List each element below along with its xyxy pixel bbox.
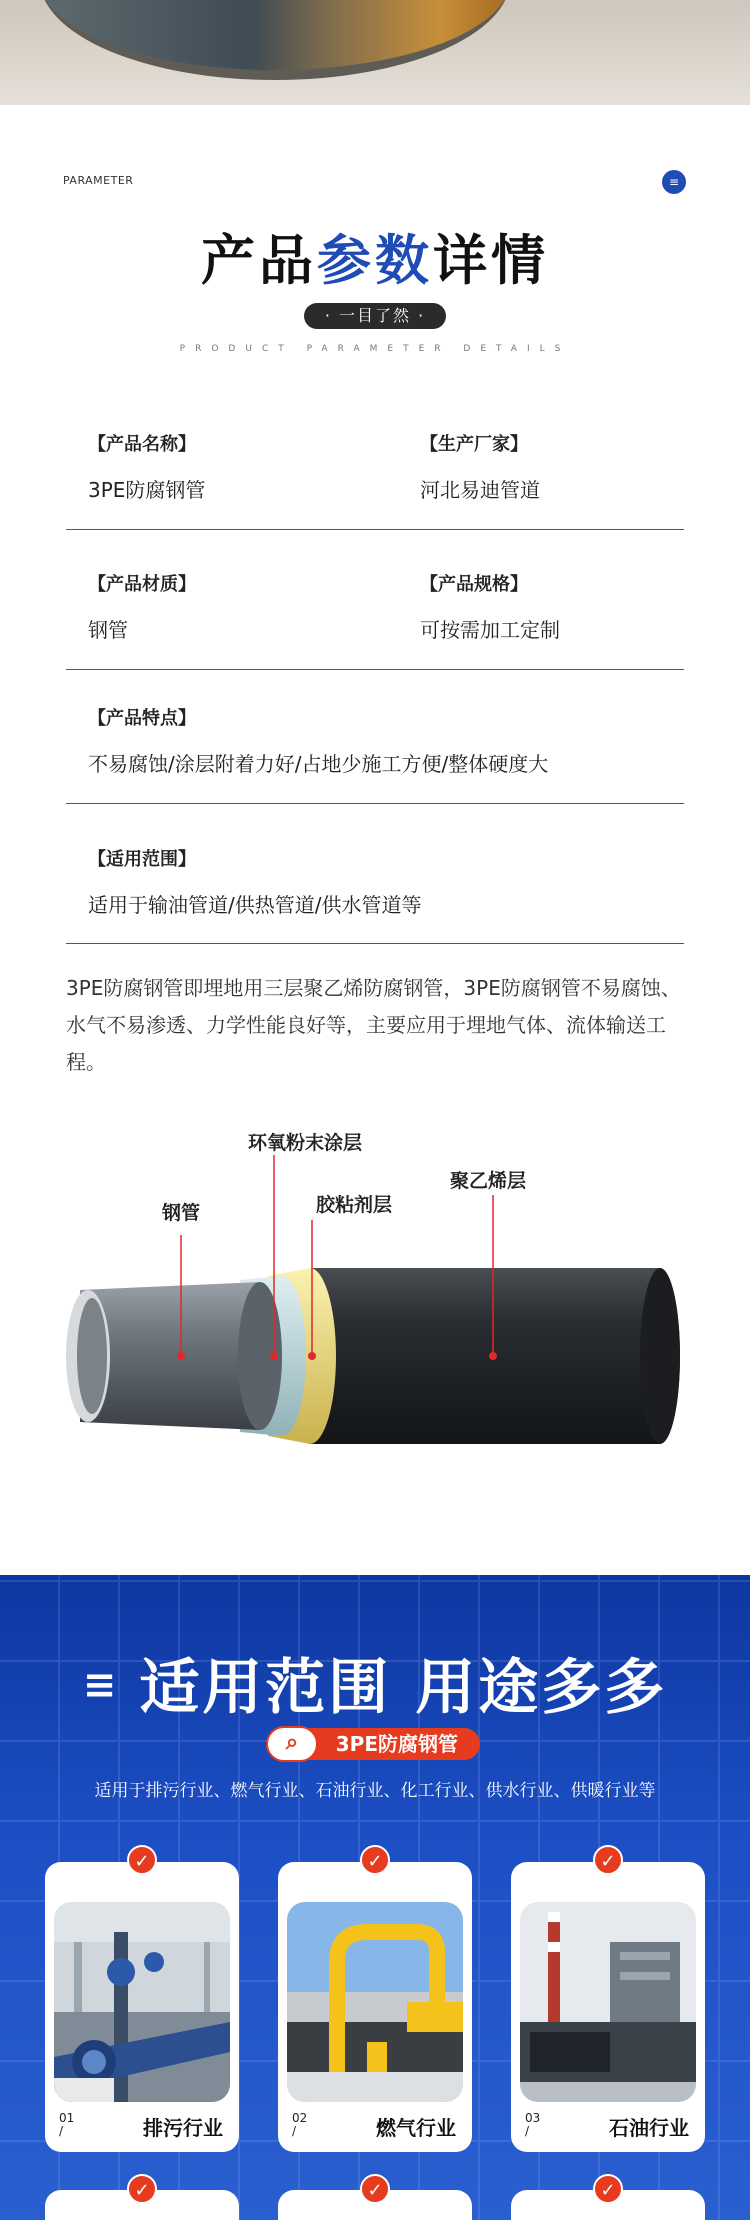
callout-marker-steel xyxy=(177,1352,185,1360)
check-icon: ✓ xyxy=(593,1845,623,1875)
petroleum-photo-art xyxy=(520,1902,696,2102)
industry-card-petroleum[interactable] xyxy=(511,1862,705,2152)
callout-marker-epoxy xyxy=(270,1352,278,1360)
spec-label: 【产品特点】 xyxy=(88,708,196,729)
spec-label: 【产品规格】 xyxy=(420,574,528,595)
card-number-slash: / xyxy=(292,2124,297,2138)
gas-photo xyxy=(287,1902,463,2102)
check-icon: ✓ xyxy=(593,2174,623,2204)
spec-cell-material xyxy=(88,570,196,643)
top-banner-photo xyxy=(0,0,750,105)
card-number xyxy=(292,2112,307,2138)
spec-value: 适用于输油管道/供热管道/供水管道等 xyxy=(88,893,422,917)
callout-label-pe: 聚乙烯层 xyxy=(450,1170,527,1192)
spec-cell-maker xyxy=(420,430,540,503)
spec-value: 可按需加工定制 xyxy=(420,618,560,642)
english-subtitle: PRODUCT PARAMETER DETAILS xyxy=(179,344,571,354)
spec-label: 【产品名称】 xyxy=(88,434,196,455)
card-number-text: 03 xyxy=(525,2111,541,2125)
card-number xyxy=(59,2112,74,2138)
spec-value: 3PE防腐钢管 xyxy=(88,478,206,502)
spec-row-material-size xyxy=(66,570,684,670)
pipe-photo-shape xyxy=(40,0,510,80)
spec-label: 【生产厂家】 xyxy=(420,434,528,455)
petroleum-photo xyxy=(520,1902,696,2102)
card-title: 燃气行业 xyxy=(376,2116,456,2140)
industry-card-sewage[interactable] xyxy=(45,1862,239,2152)
steel-pipe-inner xyxy=(77,1298,107,1414)
section-tag: PARAMETER xyxy=(63,174,134,187)
industry-card-gas[interactable] xyxy=(278,1862,472,2152)
product-pill[interactable] xyxy=(270,1728,480,1760)
title-part-2-highlight: 参数 xyxy=(317,229,433,292)
callout-label-adhesive: 胶粘剂层 xyxy=(316,1194,393,1216)
pe-layer-end xyxy=(640,1268,680,1444)
check-icon: ✓ xyxy=(127,2174,157,2204)
spec-row-name-maker xyxy=(66,430,684,530)
check-icon: ✓ xyxy=(127,1845,157,1875)
pipe-structure-diagram xyxy=(60,1110,690,1500)
usage-description: 适用于排污行业、燃气行业、石油行业、化工行业、供水行业、供暖行业等 xyxy=(94,1781,656,1801)
spec-cell-features xyxy=(88,704,548,777)
spec-label: 【产品材质】 xyxy=(88,574,196,595)
check-icon: ✓ xyxy=(360,2174,390,2204)
menu-icon: ≡ xyxy=(82,1662,120,1709)
spec-value: 钢管 xyxy=(88,618,128,642)
callout-marker-adhesive xyxy=(308,1352,316,1360)
spec-value: 河北易迪管道 xyxy=(420,478,540,502)
spec-cell-scope xyxy=(88,845,421,918)
card-number-text: 02 xyxy=(292,2111,308,2125)
spec-cell-name xyxy=(88,430,205,503)
card-title: 石油行业 xyxy=(609,2116,689,2140)
usage-title-text: 适用范围 用途多多 xyxy=(139,1653,668,1723)
spec-label: 【适用范围】 xyxy=(88,849,196,870)
pipe-diagram-svg xyxy=(60,1110,690,1500)
card-number xyxy=(525,2112,540,2138)
product-description: 3PE防腐钢管即埋地用三层聚乙烯防腐钢管，3PE防腐钢管不易腐蚀、水气不易渗透、力学性能良好等，主要应用于埋地气体、流体输送工程。 xyxy=(66,976,681,1074)
subtitle-pill: · 一目了然 · xyxy=(304,303,446,329)
menu-icon[interactable]: ≡ xyxy=(662,170,686,194)
spec-row-features xyxy=(66,704,684,804)
page-title xyxy=(0,218,750,295)
spec-cell-size xyxy=(420,570,560,643)
spec-row-scope xyxy=(66,845,684,944)
callout-label-steel: 钢管 xyxy=(162,1202,201,1224)
card-number-slash: / xyxy=(59,2124,64,2138)
sewage-photo-art xyxy=(54,1902,230,2102)
usage-title xyxy=(0,1640,750,1726)
product-pill-label: 3PE防腐钢管 xyxy=(335,1732,458,1756)
title-part-3: 详情 xyxy=(433,229,549,292)
spec-value: 不易腐蚀/涂层附着力好/占地少施工方便/整体硬度大 xyxy=(88,752,549,776)
card-number-text: 01 xyxy=(59,2111,75,2125)
sewage-photo xyxy=(54,1902,230,2102)
callout-marker-pe xyxy=(489,1352,497,1360)
gas-photo-art xyxy=(287,1902,463,2102)
search-icon[interactable]: ⌕ xyxy=(266,1726,318,1762)
card-title: 排污行业 xyxy=(143,2116,223,2140)
callout-label-epoxy: 环氧粉末涂层 xyxy=(248,1132,363,1154)
check-icon: ✓ xyxy=(360,1845,390,1875)
title-part-1: 产品 xyxy=(201,229,317,292)
card-number-slash: / xyxy=(525,2124,530,2138)
